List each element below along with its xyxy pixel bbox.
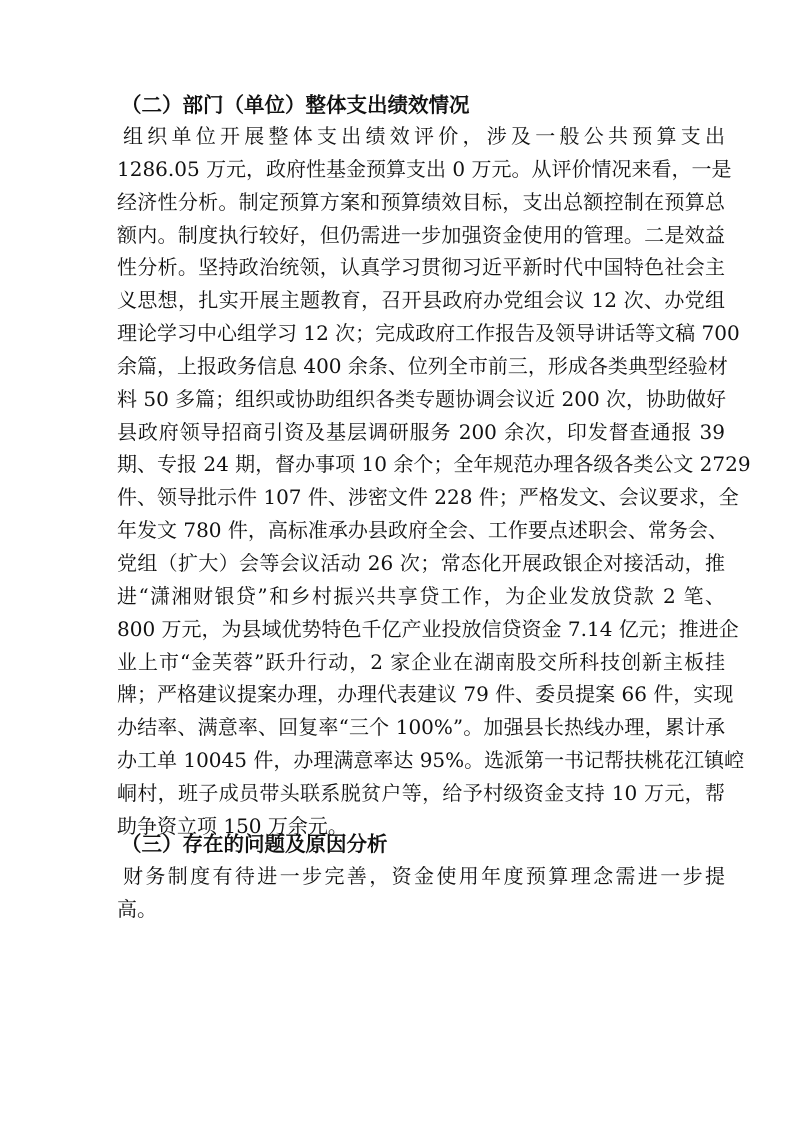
paragraph-line: 件、领导批示件 107 件、涉密文件 228 件；严格发文、会议要求，全 — [117, 485, 739, 510]
paragraph-line: 额内。制度执行较好，但仍需进一步加强资金使用的管理。二是效益 — [117, 222, 725, 247]
paragraph-line: 进“潇湘财银贷”和乡村振兴共享贷工作，为企业发放贷款 2 笔、 — [117, 583, 725, 608]
paragraph-line: 财务制度有待进一步完善，资金使用年度预算理念需进一步提 — [123, 864, 725, 888]
paragraph-line: 业上市“金芙蓉”跃升行动，2 家企业在湖南股交所科技创新主板挂 — [117, 649, 725, 674]
paragraph-line: 料 50 多篇；组织或协助组织各类专题协调会议近 200 次，协助做好 — [117, 386, 727, 411]
paragraph-line: 牌；严格建议提案办理，办理代表建议 79 件、委员提案 66 件，实现 — [117, 682, 734, 707]
paragraph-line: 期、专报 24 期，督办事项 10 余个；全年规范办理各级各类公文 2729 — [117, 452, 751, 477]
paragraph-line: 800 万元，为县域优势特色千亿产业投放信贷资金 7.14 亿元；推进企 — [117, 616, 739, 641]
paragraph-line: 办工单 10045 件，办理满意率达 95%。选派第一书记帮扶桃花江镇崆 — [117, 748, 745, 773]
paragraph-line: 义思想，扎实开展主题教育，召开县政府办党组会议 12 次、办党组 — [117, 288, 725, 313]
paragraph-line: 高。 — [117, 896, 157, 921]
section-heading-performance: （二）部门（单位）整体支出绩效情况 — [121, 93, 470, 117]
paragraph-line: 年发文 780 件，高标准承办县政府全会、工作要点述职会、常务会、 — [117, 518, 728, 543]
paragraph-line: 党组（扩大）会等会议活动 26 次；常态化开展政银企对接活动，推 — [117, 550, 725, 575]
paragraph-problems — [117, 860, 725, 926]
paragraph-line: 助争资立项 150 万余元。 — [117, 813, 348, 838]
paragraph-line: 办结率、满意率、回复率“三个 100%”。加强县长热线办理，累计承 — [117, 715, 725, 740]
section-heading-problems: （三）存在的问题及原因分析 — [121, 832, 388, 856]
paragraph-line: 峒村，班子成员带头联系脱贫户等，给予村级资金支持 10 万元，帮 — [117, 780, 725, 805]
paragraph-line: 理论学习中心组学习 12 次；完成政府工作报告及领导讲话等文稿 700 — [117, 321, 740, 346]
paragraph-line: 经济性分析。制定预算方案和预算绩效目标，支出总额控制在预算总 — [117, 189, 725, 214]
paragraph-line: 县政府领导招商引资及基层调研服务 200 余次，印发督查通报 39 — [117, 419, 725, 444]
paragraph-line: 组织单位开展整体支出绩效评价，涉及一般公共预算支出 — [123, 124, 725, 148]
paragraph-line: 性分析。坚持政治统领，认真学习贯彻习近平新时代中国特色社会主 — [117, 255, 725, 280]
paragraph-performance — [117, 120, 751, 843]
paragraph-line: 余篇，上报政务信息 400 余条、位列全市前三，形成各类典型经验材 — [117, 353, 728, 378]
paragraph-line: 1286.05 万元，政府性基金预算支出 0 万元。从评价情况来看，一是 — [117, 156, 732, 181]
